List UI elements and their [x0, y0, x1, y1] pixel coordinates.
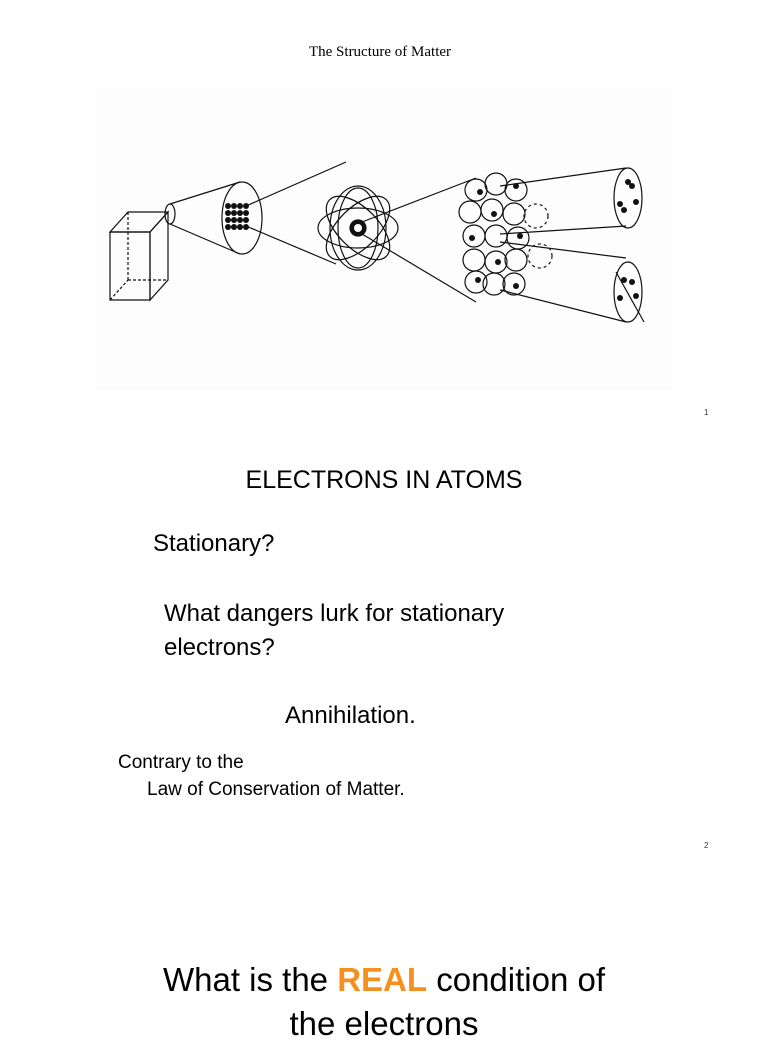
real-highlight: REAL: [337, 961, 428, 998]
slide-3-title-line-2: the electrons: [289, 1005, 479, 1042]
cube-icon: [110, 212, 168, 300]
note-line-2: Law of Conservation of Matter.: [147, 779, 405, 800]
page-number-1: 1: [704, 408, 709, 417]
slide-2-title: ELECTRONS IN ATOMS: [245, 466, 523, 494]
page-number-2: 2: [704, 841, 709, 850]
question-stationary: Stationary?: [153, 530, 275, 557]
answer-annihilation: Annihilation.: [285, 702, 416, 729]
atom-orbits-icon: [316, 186, 401, 271]
slide-3-title: [0, 958, 768, 1046]
slide-3-title-prefix: What is the: [162, 961, 338, 998]
structure-of-matter-figure: [96, 86, 672, 390]
slide-1-title: The Structure of Matter: [308, 44, 452, 60]
crystal-lattice-icon: [222, 182, 262, 254]
note-line-1: Contrary to the: [118, 752, 244, 773]
slide-3-title-suffix: condition of: [427, 961, 606, 998]
structure-of-matter-diagram-icon: [96, 86, 672, 390]
question-dangers-line-1: What dangers lurk for stationary: [164, 600, 505, 627]
question-dangers-line-2: electrons?: [164, 634, 275, 661]
quark-icon: [614, 168, 644, 322]
